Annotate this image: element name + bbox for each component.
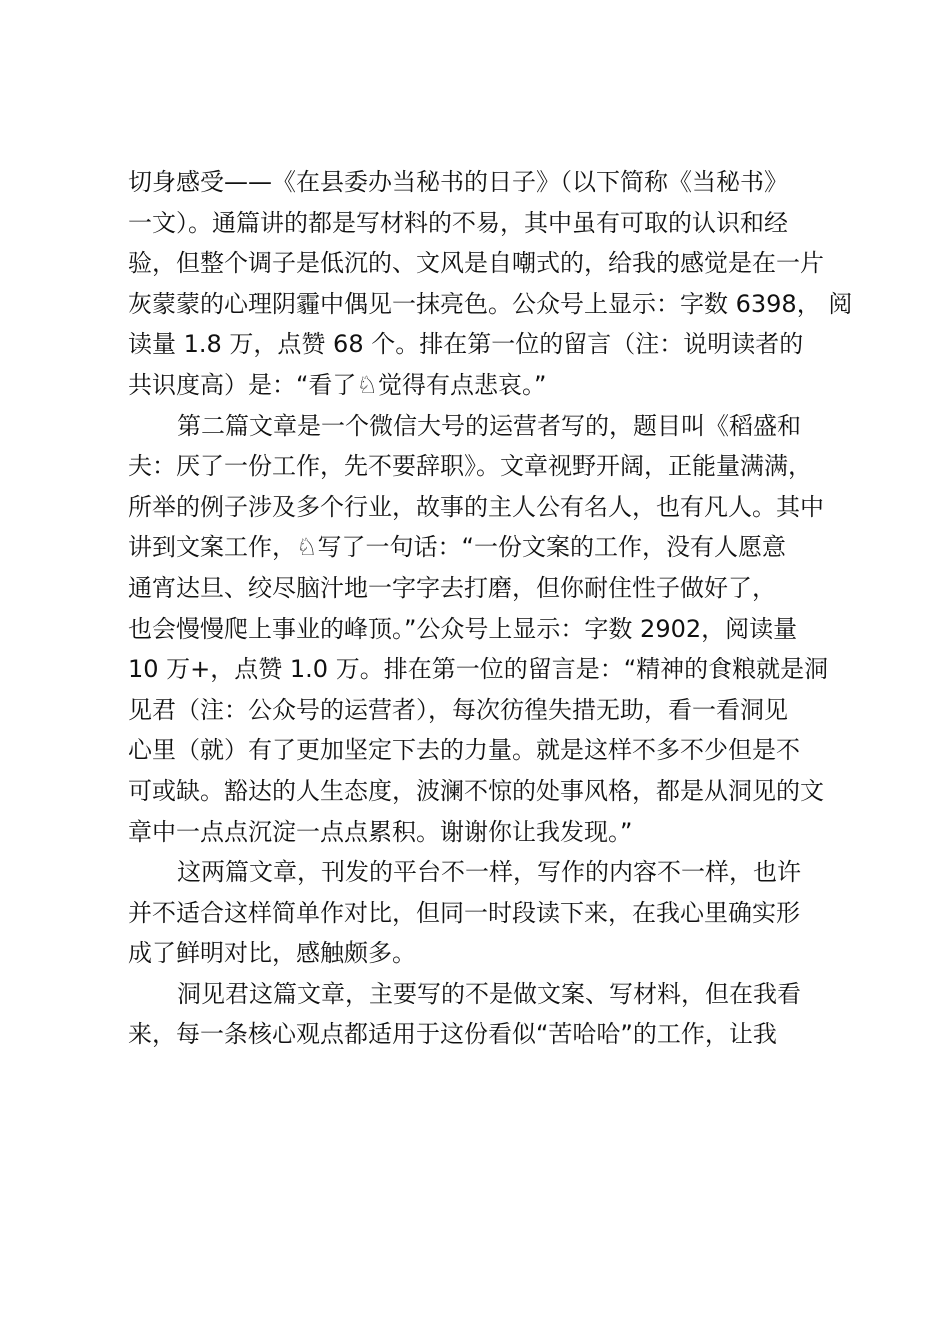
text-line: 读量 1.8 万，点赞 68 个。排在第一位的留言（注：说明读者的 xyxy=(128,330,804,359)
text-line: 成了鲜明对比，感触颇多。 xyxy=(128,939,416,968)
text-line: 共识度高）是：“看了♘觉得有点悲哀。” xyxy=(128,370,547,399)
text-line: 并不适合这样简单作对比，但同一时段读下来，在我心里确实形 xyxy=(128,898,800,927)
text-line: 一文）。通篇讲的都是写材料的不易，其中虽有可取的认识和经 xyxy=(128,208,788,237)
text-line: 心里（就）有了更加坚定下去的力量。就是这样不多不少但是不 xyxy=(128,736,800,765)
body-text xyxy=(128,162,853,1055)
text-line: 讲到文案工作，♘写了一句话：“一份文案的工作，没有人愿意 xyxy=(128,533,786,562)
text-line: 灰蒙蒙的心理阴霾中偶见一抹亮色。公众号上显示：字数 6398， 阅 xyxy=(128,289,853,318)
text-line: 所举的例子涉及多个行业，故事的主人公有名人，也有凡人。其中 xyxy=(128,492,824,521)
paragraph-2 xyxy=(128,406,848,853)
text-line: 10 万+，点赞 1.0 万。排在第一位的留言是：“精神的食粮就是洞 xyxy=(128,655,829,684)
text-line: 第二篇文章是一个微信大号的运营者写的，题目叫《稻盛和 xyxy=(177,411,801,440)
paragraph-1 xyxy=(128,162,853,406)
text-line: 也会慢慢爬上事业的峰顶。”公众号上显示：字数 2902，阅读量 xyxy=(128,614,798,643)
text-line: 通宵达旦、绞尽脑汁地一字字去打磨，但你耐住性子做好了， xyxy=(128,573,776,602)
text-line: 切身感受——《在县委办当秘书的日子》（以下简称《当秘书》 xyxy=(128,168,788,196)
text-line: 夫：厌了一份工作，先不要辞职》。文章视野开阔，正能量满满， xyxy=(128,452,812,481)
text-line: 来，每一条核心观点都适用于这份看似“苦哈哈”的工作，让我 xyxy=(128,1020,777,1049)
text-line: 可或缺。豁达的人生态度，波澜不惊的处事风格，都是从洞见的文 xyxy=(128,776,824,805)
text-line: 验，但整个调子是低沉的、文风是自嘲式的，给我的感觉是在一片 xyxy=(128,249,824,278)
text-line: 洞见君这篇文章，主要写的不是做文案、写材料，但在我看 xyxy=(177,979,801,1008)
paragraph-3 xyxy=(128,852,848,974)
text-line: 见君（注：公众号的运营者），每次彷徨失措无助，看一看洞见 xyxy=(128,695,788,724)
text-line: 这两篇文章，刊发的平台不一样，写作的内容不一样，也许 xyxy=(177,858,801,887)
paragraph-4 xyxy=(128,974,848,1055)
text-line: 章中一点点沉淀一点点累积。谢谢你让我发现。” xyxy=(128,817,633,846)
